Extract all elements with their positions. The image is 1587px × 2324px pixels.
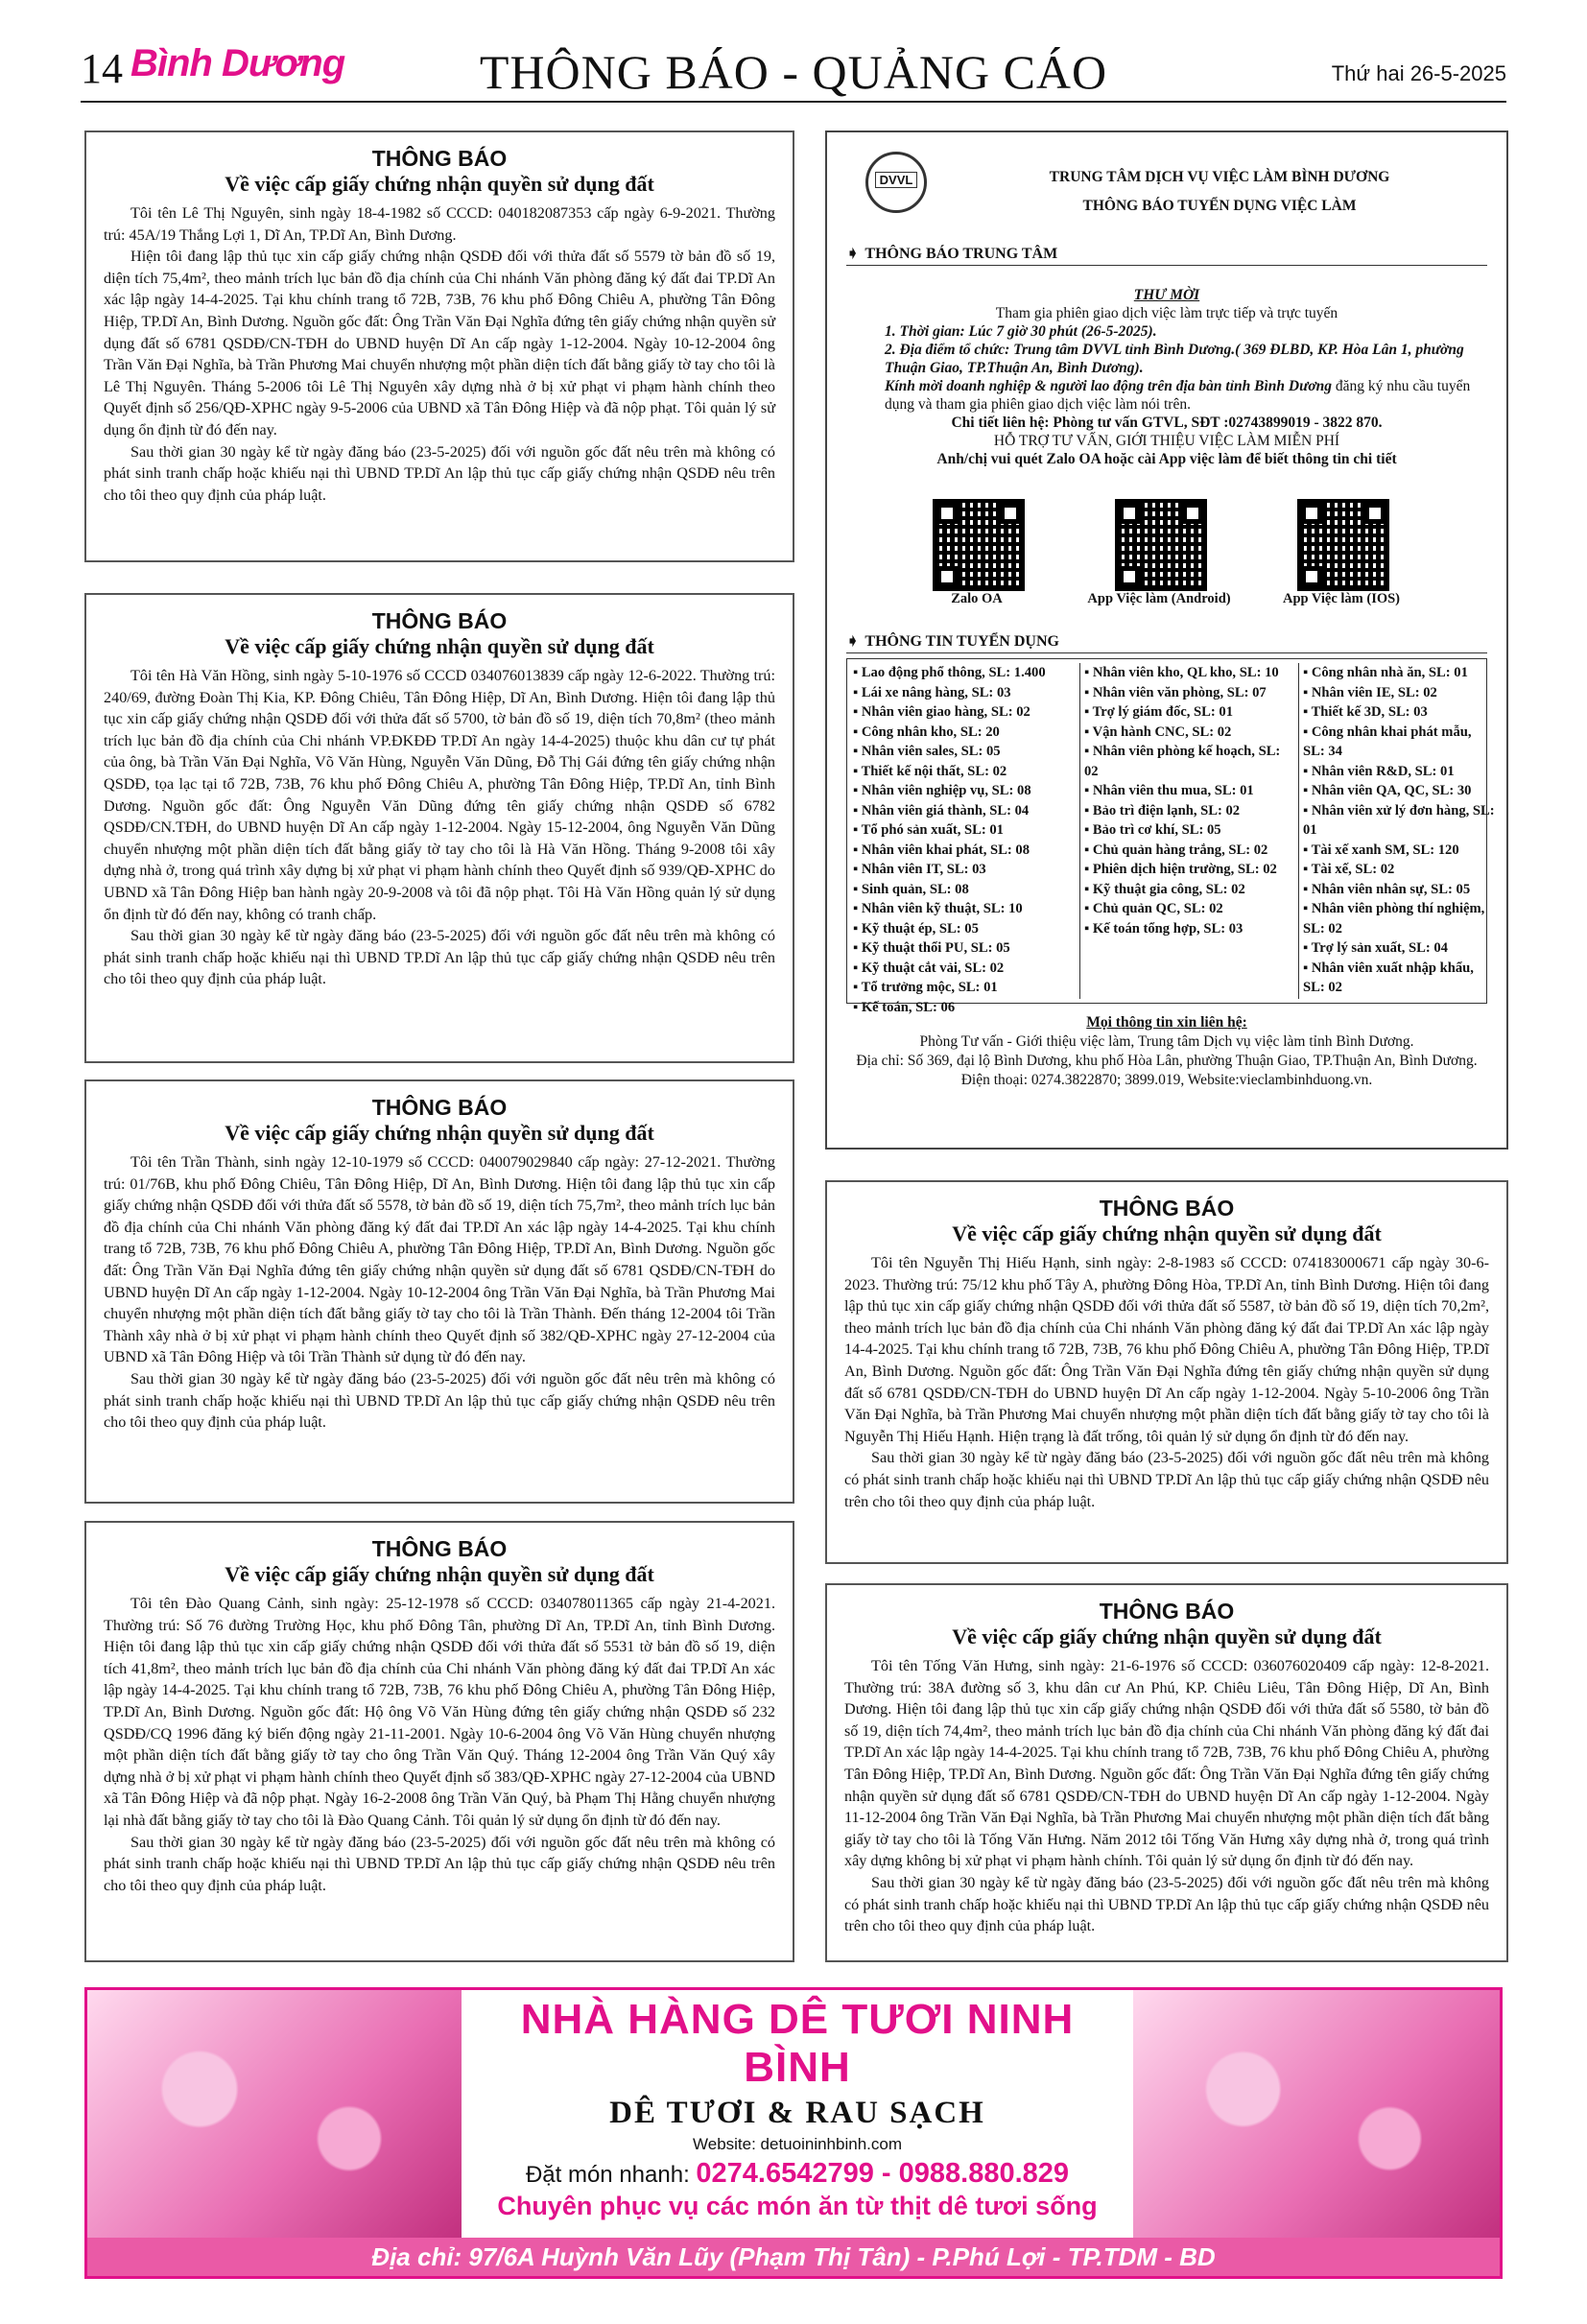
notice-6 (825, 1583, 1508, 1962)
restaurant-address: Địa chỉ: 97/6A Huỳnh Văn Lũy (Phạm Thị Tân) - P.Phú Lợi - TP.TDM - BD (87, 2238, 1500, 2276)
restaurant-tagline: DÊ TƯƠI & RAU SẠCH (609, 2096, 985, 2130)
restaurant-ad (84, 1987, 1503, 2279)
newspaper-logo: Bình Dương (130, 42, 345, 84)
page-header (81, 38, 1506, 98)
section-heading-center: ➧ THÔNG BÁO TRUNG TÂM (846, 244, 1487, 266)
notice-title: THÔNG BÁO (1099, 1196, 1235, 1221)
qr-label: App Việc làm (Android) (1087, 591, 1231, 606)
job-column-1: ▪ Lao động phổ thông, SL: 1.400 ▪ Lái xe nâng hàng, SL: 03 ▪ Nhân viên giao hàng, SL: 02 ▪ Công nhân kho, SL: 20 ▪ Nhân viên sales, SL: 05 ▪ Thiết kế nội thất, SL: 02 ▪ Nhân viên nghiệp vụ, SL: 08 ▪ Nhân viên giá thành, SL: 04 ▪ Tổ phó sản xuất, SL: 01 ▪ Nhân viên khai phát, SL: 08 ▪ Nhân viên IT, SL: 03 ▪ Sinh quản, SL: 08 ▪ Nhân viên kỹ thuật, SL: 10 ▪ Kỹ thuật ép, SL: 05 ▪ Kỹ thuật thổi PU, SL: 05 ▪ Kỹ thuật cắt vải, SL: 02 ▪ Tổ trưởng mộc, SL: 01 ▪ Kế toán, SL: 06 (853, 663, 1066, 999)
notice-paragraph: Sau thời gian 30 ngày kể từ ngày đăng báo (23-5-2025) đối với nguồn gốc đất nêu trên mà không có phát sinh tranh chấp hoặc khiếu nại thì UBND TP.Dĩ An lập thủ tục cấp giấy chứng nhận QSDĐ nêu trên cho tôi theo quy định của pháp luật. (844, 1449, 1489, 1510)
invitation: THƯ MỜI Tham gia phiên giao dịch việc làm trực tiếp và trực tuyến 1. Thời gian: Lúc 7 giờ 30 phút (26-5-2025). 2. Địa điểm tổ chức: Trung tâm DVVL tỉnh Bình Dương.( 369 ĐLBD, KP. Hòa Lân 1, phường Thuận Giao, TP.Thuận An, Bình Dương). Kính mời doanh nghiệp & người lao động trên địa bàn tỉnh Bình Dương đăng ký nhu cầu tuyển dụng và tham gia phiên giao dịch việc làm nói trên. Chi tiết liên hệ: Phòng tư vấn GTVL, SĐT :02743899019 - 3822 870. HỖ TRỢ TƯ VẤN, GIỚI THIỆU VIỆC LÀM MIỄN PHÍ Anh/chị vui quét Zalo OA hoặc cài App việc làm để biết thông tin chi tiết (885, 287, 1471, 467)
notice-4 (84, 1521, 794, 1962)
job-org: TRUNG TÂM DỊCH VỤ VIỆC LÀM BÌNH DƯƠNG THÔNG BÁO TUYỂN DỤNG VIỆC LÀM (1049, 169, 1390, 214)
notice-1 (84, 130, 794, 562)
ad-content (462, 1990, 1133, 2238)
notice-paragraph: Sau thời gian 30 ngày kể từ ngày đăng báo (23-5-2025) đối với nguồn gốc đất nêu trên mà không có phát sinh tranh chấp hoặc khiếu nại thì UBND TP.Dĩ An lập thủ tục cấp giấy chứng nhận QSDĐ nêu trên cho tôi theo quy định của pháp luật. (104, 1833, 775, 1894)
arrow-icon: ➧ (846, 246, 860, 262)
qr-code-ios[interactable] (1297, 499, 1389, 591)
restaurant-exterior-photo (87, 1990, 462, 2238)
notice-paragraph: Tôi tên Lê Thị Nguyên, sinh ngày 18-4-1982 số CCCD: 040182087353 cấp ngày 6-9-2021. Thường trú: 45A/19 Thắng Lợi 1, Dĩ An, TP.Dĩ An, Bình Dương. (104, 204, 775, 244)
notice-paragraph: Sau thời gian 30 ngày kể từ ngày đăng báo (23-5-2025) đối với nguồn gốc đất nêu trên mà không có phát sinh tranh chấp hoặc khiếu nại thì UBND TP.Dĩ An lập thủ tục cấp giấy chứng nhận QSDĐ nêu trên cho tôi theo quy định của pháp luật. (104, 927, 775, 988)
page-number: 14 (81, 45, 123, 92)
notice-title: THÔNG BÁO (371, 1536, 508, 1561)
issue-date: Thứ hai 26-5-2025 (1331, 61, 1506, 85)
order-phones: Đặt món nhanh: 0274.6542799 - 0988.880.829 (525, 2158, 1070, 2189)
notice-subtitle: Về việc cấp giấy chứng nhận quyền sử dụng đất (225, 1121, 654, 1145)
section-title: THÔNG BÁO - QUẢNG CÁO (479, 45, 1108, 99)
arrow-icon: ➧ (846, 633, 860, 650)
job-column-3: ▪ Công nhân nhà ăn, SL: 01 ▪ Nhân viên IE, SL: 02 ▪ Thiết kế 3D, SL: 03 ▪ Công nhân khai phát mẫu, SL: 34 ▪ Nhân viên R&D, SL: 01 ▪ Nhân viên QA, QC, SL: 30 ▪ Nhân viên xử lý đơn hàng, SL: 01 ▪ Tài xế xanh SM, SL: 120 ▪ Tài xế, SL: 02 ▪ Nhân viên nhân sự, SL: 05 ▪ Nhân viên phòng thí nghiệm, SL: 02 ▪ Trợ lý sản xuất, SL: 04 ▪ Nhân viên xuất nhập khẩu, SL: 02 (1298, 663, 1495, 999)
notice-title: THÔNG BÁO (371, 608, 508, 633)
notice-paragraph: Tôi tên Hà Văn Hồng, sinh ngày 5-10-1976 số CCCD 034076013839 cấp ngày 12-6-2022. Thường trú: 240/69, đường Đoàn Thị Kia, KP. Đông Chiêu, Tân Đông Hiệp, Dĩ An, Bình Dương. Hiện tôi đang lập thủ tục xin cấp giấy chứng nhận QSDĐ đối với thửa đất số 5700, tờ bản đồ số 19, diện tích 70,8m² (theo mảnh trích lục bản đồ địa chính của Chi nhánh VP.ĐKĐĐ TP.Dĩ An ngày 14-4-2025) thuộc khu dân cư tự phát của ông, bà Trần Văn Đại Nghĩa, Võ Văn Hùng, Nguyễn Văn Dũng, Đỗ Thị Gái đứng tên giấy chứng nhận QSDĐ, tọa lạc tại tổ 72B, 73B, 76 khu phố Đông Chiêu A, phường Tân Đông Hiệp, TP.Dĩ An, tỉnh Bình Dương. Nguồn gốc đất: Ông Nguyễn Văn Dũng đứng tên giấy chứng nhận QSDĐ số 6782 QSDĐ/CN.TĐH, do UBND huyện Dĩ An cấp ngày 1-12-2004. Ngày 15-12-2004, ông Nguyễn Văn Dũng chuyển nhượng một phần diện tích đất bằng giấy tờ tay cho tôi là Hà Văn Hồng. Tháng 9-2008 tôi xây dựng nhà ở, trong quá trình xây dựng bị xử phạt vi phạm hành chính theo Quyết định số 939/QĐ-XPHC do UBND xã Tân Đông Hiệp ban hành ngày 20-9-2008 và tôi đã nộp phạt. Tôi Hà Văn Hồng quản lý sử dụng ổn định từ đó đến nay, không có tranh chấp. (104, 667, 775, 923)
notice-3 (84, 1079, 794, 1504)
notice-title: THÔNG BÁO (1099, 1599, 1235, 1624)
notice-paragraph: Tôi tên Trần Thành, sinh ngày 12-10-1979 số CCCD: 040079029840 cấp ngày: 27-12-2021. Thường trú: 01/76B, khu phố Đông Chiêu, Tân Đông Hiệp, Dĩ An, Bình Dương. Hiện tôi đang lập thủ tục xin cấp giấy chứng nhận QSDĐ đối với thửa đất số 5578, tờ bản đồ số 19, diện tích 75,7m², theo mảnh trích lục bản đồ địa chính của Chi nhánh Văn phòng đăng ký đất đai TP.Dĩ An xác lập ngày 14-4-2025. Tại khu chính trang tổ 72B, 73B, 76 khu phố Đông Chiêu A, phường Tân Đông Hiệp, TP.Dĩ An, Bình Dương. Nguồn gốc đất: Ông Trần Văn Đại Nghĩa đứng tên giấy chứng nhận quyền sử dụng đất số 6781 QSDĐ/CN-TĐH do UBND huyện Dĩ An cấp ngày 1-12-2004. Ngày 10-12-2004 ông Trần Văn Đại Nghĩa, bà Trần Phương Mai chuyển nhượng một phần diện tích đất bằng giấy tờ tay cho tôi là Trần Thành. Đến tháng 12-2004 tôi Trần Thành xây nhà ở bị xử phạt vi phạm hành chính theo Quyết định số 382/QĐ-XPHC ngày 27-12-2004 của UBND xã Tân Đông Hiệp và tôi Trần Thành sử dụng từ đó đến nay. (104, 1153, 775, 1366)
notice-paragraph: Tôi tên Tống Văn Hưng, sinh ngày: 21-6-1976 số CCCD: 036076020409 cấp ngày: 12-8-2021. Thường trú: 38A đường số 3, khu dân cư An Phú, KP. Chiêu Liêu, Tân Đông Hiệp, Dĩ An, Bình Dương. Hiện tôi đang lập thủ tục xin cấp giấy chứng nhận QSDĐ đối với thửa đất số 5580, tờ bản đồ số 19, diện tích 74,4m², theo mảnh trích lục bản đồ địa chính của Chi nhánh Văn phòng đăng ký đất đai TP.Dĩ An xác lập ngày 14-4-2025. Tại khu chính trang tổ 72B, 73B, 76 khu phố Đông Chiêu A, phường Tân Đông Hiệp, TP.Dĩ An, Bình Dương. Nguồn gốc đất: Ông Trần Văn Đại Nghĩa đứng tên giấy chứng nhận quyền sử dụng đất số 6781 QSDĐ/CN-TĐH do UBND huyện Dĩ An cấp ngày 1-12-2004. Ngày 11-12-2004 ông Trần Văn Đại Nghĩa, bà Trần Phương Mai chuyển nhượng một phần diện tích đất bằng giấy tờ tay cho tôi là Tống Văn Hưng. Năm 2012 tôi Tống Văn Hưng xây dựng nhà ở, trong quá trình xây dựng không bị xử phạt vi phạm hành chính. Tôi quản lý sử dụng ổn định từ đó đến nay. (844, 1657, 1489, 1870)
restaurant-interior-photo (1133, 1990, 1500, 2238)
notice-subtitle: Về việc cấp giấy chứng nhận quyền sử dụng đất (952, 1624, 1382, 1648)
notice-title: THÔNG BÁO (371, 1095, 508, 1120)
notice-paragraph: Sau thời gian 30 ngày kể từ ngày đăng báo (23-5-2025) đối với nguồn gốc đất nêu trên mà không có phát sinh tranh chấp hoặc khiếu nại thì UBND TP.Dĩ An lập thủ tục cấp giấy chứng nhận QSDĐ nêu trên cho tôi theo quy định của pháp luật. (844, 1873, 1489, 1935)
restaurant-website[interactable]: Website: detuoininhbinh.com (693, 2135, 902, 2153)
notice-paragraph: Sau thời gian 30 ngày kể từ ngày đăng báo (23-5-2025) đối với nguồn gốc đất nêu trên mà không có phát sinh tranh chấp hoặc khiếu nại thì UBND TP.Dĩ An lập thủ tục cấp giấy chứng nhận QSDĐ nêu trên cho tôi theo quy định của pháp luật. (104, 442, 775, 504)
notice-subtitle: Về việc cấp giấy chứng nhận quyền sử dụng đất (225, 634, 654, 658)
qr-code-zalo[interactable] (933, 499, 1025, 591)
restaurant-name: NHÀ HÀNG DÊ TƯƠI NINH BÌNH (520, 1996, 1075, 2091)
section-heading-jobs: ➧ THÔNG TIN TUYỂN DỤNG (846, 631, 1487, 653)
job-column-2: ▪ Nhân viên kho, QL kho, SL: 10 ▪ Nhân viên văn phòng, SL: 07 ▪ Trợ lý giám đốc, SL: 01 ▪ Vận hành CNC, SL: 02 ▪ Nhân viên phòng kế hoạch, SL: 02 ▪ Nhân viên thu mua, SL: 01 ▪ Bảo trì điện lạnh, SL: 02 ▪ Bảo trì cơ khí, SL: 05 ▪ Chủ quản hàng trắng, SL: 02 ▪ Phiên dịch hiện trường, SL: 02 ▪ Kỹ thuật gia công, SL: 02 ▪ Chủ quản QC, SL: 02 ▪ Kế toán tổng hợp, SL: 03 (1079, 663, 1297, 999)
qr-code-android[interactable] (1115, 499, 1207, 591)
qr-label: Zalo OA (951, 591, 1003, 606)
notice-paragraph: Tôi tên Nguyễn Thị Hiếu Hạnh, sinh ngày: 2-8-1983 số CCCD: 074183000671 cấp ngày 30-6-2023. Thường trú: 75/12 khu phố Tây A, phường Đông Hòa, TP.Dĩ An, tỉnh Bình Dương. Hiện tôi đang lập thủ tục xin cấp giấy chứng nhận QSDĐ đối với thửa đất số 5587, tờ bản đồ số 19, diện tích 70,2m², theo mảnh trích lục bản đồ địa chính của Chi nhánh Văn phòng đăng ký đất đai TP.Dĩ An xác lập ngày 14-4-2025. Tại khu chính trang tổ 72B, 73B, 76 khu phố Đông Chiêu A, phường Tân Đông Hiệp, TP.Dĩ An, Bình Dương. Nguồn gốc đất: Ông Trần Văn Đại Nghĩa đứng tên giấy chứng nhận quyền sử dụng đất số 6781 QSDĐ/CN-TĐH do UBND huyện Dĩ An cấp ngày 1-12-2004. Ngày 5-10-2006 ông Trần Văn Đại Nghĩa, bà Trần Phương Mai chuyển nhượng một phần diện tích đất bằng giấy tờ tay cho tôi là Nguyễn Thị Hiếu Hạnh. Hiện trạng là đất trống, tôi quản lý sử dụng ổn định từ đó đến nay. (844, 1254, 1489, 1445)
notice-title: THÔNG BÁO (371, 146, 508, 171)
job-contact: Mọi thông tin xin liên hệ: Phòng Tư vấn - Giới thiệu việc làm, Trung tâm Dịch vụ việc làm tỉnh Bình Dương. Địa chỉ: Số 369, đại lộ Bình Dương, khu phố Hòa Lân, phường Thuận Giao, TP.Thuận An, Bình Dương. Điện thoại: 0274.3822870; 3899.019, Website:vieclambinhduong.vn. (856, 1014, 1478, 1088)
notice-subtitle: Về việc cấp giấy chứng nhận quyền sử dụng đất (952, 1221, 1382, 1245)
header-divider (81, 101, 1506, 103)
notice-5 (825, 1180, 1508, 1564)
notice-paragraph: Tôi tên Đào Quang Cảnh, sinh ngày: 25-12-1978 số CCCD: 034078011365 cấp ngày 21-4-2021. Thường trú: Số 76 đường Trường Học, khu phố Đông Tân, phường Dĩ An, TP.Dĩ An, tỉnh Bình Dương. Hiện tôi đang lập thủ tục xin cấp giấy chứng nhận QSDĐ đối với thửa đất số 5531 tờ bản đồ số 19, diện tích 41,8m², theo mảnh trích lục bản đồ địa chính của Chi nhánh Văn phòng đăng ký đất đai TP.Dĩ An xác lập ngày 14-4-2025. Tại khu chính trang tổ 72B, 73B, 76 khu phố Đông Chiêu A, phường Tân Đông Hiệp, TP.Dĩ An, Bình Dương. Nguồn gốc đất: Hộ ông Võ Văn Hùng đứng tên giấy chứng nhận QSDĐ số 232 QSDĐ/CQ 1996 đăng ký biến động ngày 21-11-2001. Ngày 10-6-2004 ông Võ Văn Hùng chuyển nhượng một phần diện tích đất bằng giấy tờ tay cho ông Trần Văn Quý. Tháng 12-2004 ông Trần Văn Quý xây dựng nhà ở bị xử phạt vi phạm hành chính theo Quyết định số 383/QĐ-XPHC ngày 27-12-2004 của UBND xã Tân Đông Hiệp và đã nộp phạt. Ngày 16-2-2008 ông Trần Văn Quý, bà Phạm Thị Hằng chuyển nhượng lại nhà đất bằng giấy tờ tay cho tôi là Đào Quang Cảnh. Tôi quản lý sử dụng ổn định từ đó đến nay. (104, 1595, 775, 1829)
qr-label: App Việc làm (IOS) (1282, 591, 1401, 606)
notice-2 (84, 593, 794, 1063)
notice-paragraph: Sau thời gian 30 ngày kể từ ngày đăng báo (23-5-2025) đối với nguồn gốc đất nêu trên mà không có phát sinh tranh chấp hoặc khiếu nại thì UBND TP.Dĩ An lập thủ tục cấp giấy chứng nhận QSDĐ nêu trên cho tôi theo quy định của pháp luật. (104, 1369, 775, 1432)
restaurant-slogan: Chuyên phục vụ các món ăn từ thịt dê tươi sống (497, 2192, 1098, 2220)
notice-subtitle: Về việc cấp giấy chứng nhận quyền sử dụng đất (225, 172, 654, 196)
notice-subtitle: Về việc cấp giấy chứng nhận quyền sử dụng đất (225, 1562, 654, 1586)
notice-paragraph: Hiện tôi đang lập thủ tục xin cấp giấy chứng nhận QSDĐ đối với thửa đất số 5579 tờ bản đồ số 19, diện tích 75,4m², theo mảnh trích lục bản đồ địa chính của Chi nhánh Văn phòng đăng ký đất đai TP.Dĩ An xác lập ngày 14-4-2025. Tại khu chính trang tổ 72B, 73B, 76 khu phố Đông Chiêu A, phường Tân Đông Hiệp, TP.Dĩ An, Bình Dương. Nguồn gốc đất: Ông Trần Văn Đại Nghĩa đứng tên giấy chứng nhận quyền sử dụng đất số 6781 QSDĐ/CN-TĐH do UBND huyện Dĩ An cấp ngày 1-12-2004. Ngày 10-12-2004 ông Trần Văn Đại Nghĩa, bà Trần Phương Mai chuyển nhượng một phần diện tích đất bằng giấy tờ tay cho tôi là Lê Thị Nguyên. Tháng 5-2006 tôi Lê Thị Nguyên xây dựng nhà ở bị xử phạt vi phạm hành chính theo Quyết định số 256/QĐ-XPHC ngày 9-5-2006 của UBND xã Tân Đông Hiệp và đã nộp phạt. Tôi quản lý sử dụng ổn định từ đó đến nay. (104, 248, 775, 439)
job-listing-table (846, 658, 1495, 1015)
dvvl-logo: DVVL (865, 152, 927, 213)
job-board (825, 130, 1508, 1150)
